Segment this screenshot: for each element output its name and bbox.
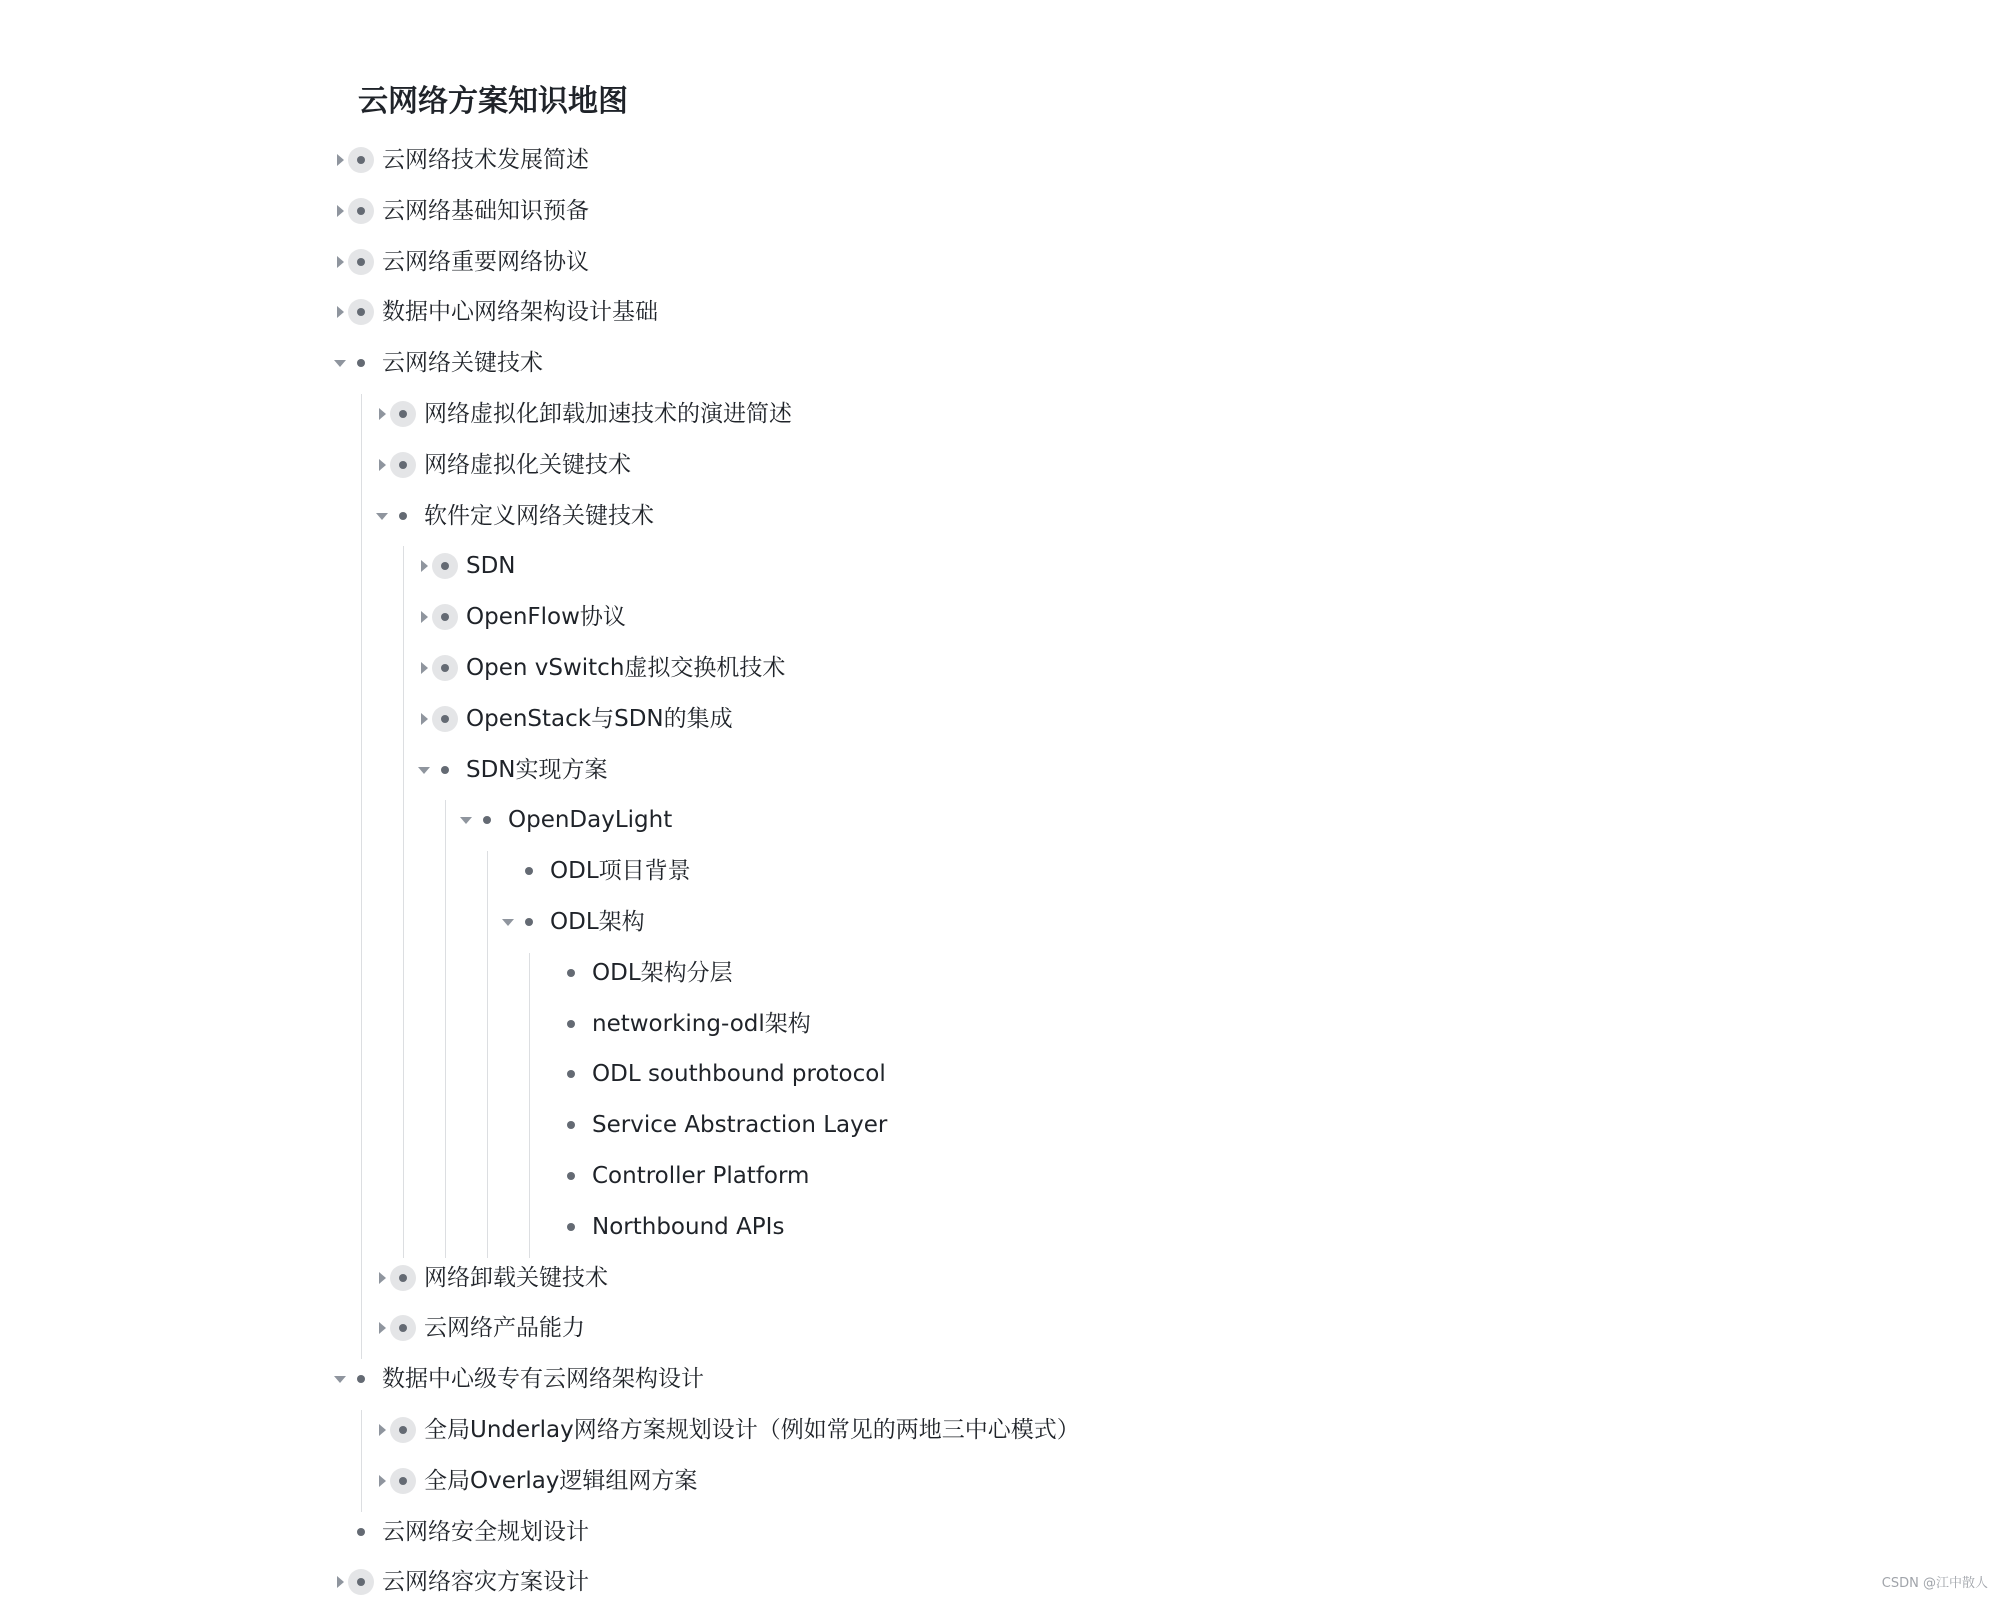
outline-item[interactable] <box>0 1004 2000 1044</box>
outline-item-label: 网络卸载关键技术 <box>424 1264 608 1291</box>
outline-item[interactable] <box>0 851 2000 891</box>
caret-right-icon[interactable] <box>372 1410 392 1450</box>
outline-item[interactable] <box>0 1258 2000 1298</box>
bullet-icon[interactable] <box>558 1163 584 1189</box>
collapsed-bullet-icon[interactable] <box>348 147 374 173</box>
outline-item[interactable] <box>0 191 2000 231</box>
outline-item-label: 云网络安全规划设计 <box>382 1518 589 1545</box>
caret-right-icon[interactable] <box>330 191 350 231</box>
outline-item[interactable] <box>0 597 2000 637</box>
caret-right-icon[interactable] <box>372 1308 392 1348</box>
caret-down-icon[interactable] <box>456 800 476 840</box>
caret-down-icon[interactable] <box>372 496 392 536</box>
outline-item[interactable] <box>0 1359 2000 1399</box>
outline-item-label: ODL架构 <box>550 909 645 935</box>
caret-right-icon[interactable] <box>372 1258 392 1298</box>
outline-item-label: OpenFlow协议 <box>466 604 626 631</box>
watermark: CSDN @江中散人 <box>1881 1576 1988 1591</box>
collapsed-bullet-icon[interactable] <box>432 604 458 630</box>
outline-item-label: Controller Platform <box>592 1163 810 1189</box>
caret-right-icon[interactable] <box>372 445 392 485</box>
bullet-icon[interactable] <box>432 757 458 783</box>
collapsed-bullet-icon[interactable] <box>390 452 416 478</box>
caret-right-icon[interactable] <box>414 648 434 688</box>
bullet-icon[interactable] <box>516 858 542 884</box>
outline-item[interactable] <box>0 1105 2000 1145</box>
outline-item-label: 软件定义网络关键技术 <box>424 502 654 529</box>
outline-item[interactable] <box>0 902 2000 942</box>
indent-guide-line <box>361 1410 362 1512</box>
outline-item-label: ODL southbound protocol <box>592 1061 886 1088</box>
outline-item-label: 数据中心网络架构设计基础 <box>382 299 658 326</box>
caret-right-icon[interactable] <box>330 1562 350 1602</box>
bullet-icon[interactable] <box>558 1112 584 1138</box>
outline-item-label: Open vSwitch虚拟交换机技术 <box>466 655 786 681</box>
outline-item-label: 云网络产品能力 <box>424 1315 585 1342</box>
collapsed-bullet-icon[interactable] <box>348 249 374 275</box>
outline-item[interactable] <box>0 1512 2000 1552</box>
outline-item[interactable] <box>0 750 2000 790</box>
outline-item-label: OpenStack与SDN的集成 <box>466 705 733 732</box>
collapsed-bullet-icon[interactable] <box>432 655 458 681</box>
outline-item-label: 云网络技术发展简述 <box>382 147 589 173</box>
outline-item[interactable] <box>0 953 2000 993</box>
caret-down-icon[interactable] <box>498 902 518 942</box>
collapsed-bullet-icon[interactable] <box>348 1569 374 1595</box>
outline-item[interactable] <box>0 1410 2000 1450</box>
bullet-icon[interactable] <box>516 909 542 935</box>
outline-item[interactable] <box>0 699 2000 739</box>
outline-item-label: SDN <box>466 553 516 580</box>
outline-item[interactable] <box>0 1461 2000 1501</box>
caret-right-icon[interactable] <box>414 546 434 586</box>
outline-item-label: 网络虚拟化卸载加速技术的演进简述 <box>424 401 792 427</box>
indent-guide-line <box>529 953 530 1258</box>
bullet-icon[interactable] <box>348 350 374 376</box>
caret-right-icon[interactable] <box>330 140 350 180</box>
outline-item-label: 全局Overlay逻辑组网方案 <box>424 1467 698 1494</box>
outline-item-label: networking-odl架构 <box>592 1010 811 1037</box>
bullet-icon[interactable] <box>348 1366 374 1392</box>
caret-right-icon[interactable] <box>372 1461 392 1501</box>
page-title: 云网络方案知识地图 <box>358 84 628 119</box>
bullet-icon[interactable] <box>348 1519 374 1545</box>
bullet-icon[interactable] <box>558 1214 584 1240</box>
outline-item[interactable] <box>0 1207 2000 1247</box>
outline-item[interactable] <box>0 242 2000 282</box>
outline-item[interactable] <box>0 343 2000 383</box>
indent-guide-line <box>361 394 362 1359</box>
outline-item-label: Northbound APIs <box>592 1213 785 1240</box>
outline-item[interactable] <box>0 546 2000 586</box>
outline-item[interactable] <box>0 1054 2000 1094</box>
outline-item-label: ODL项目背景 <box>550 858 691 885</box>
outline-item[interactable] <box>0 800 2000 840</box>
outline-item-label: SDN实现方案 <box>466 756 608 783</box>
outline-item-label: 数据中心级专有云网络架构设计 <box>382 1366 704 1393</box>
outline-item-label: 云网络关键技术 <box>382 350 543 377</box>
caret-right-icon[interactable] <box>372 394 392 434</box>
bullet-icon[interactable] <box>390 503 416 529</box>
bullet-icon[interactable] <box>558 1061 584 1087</box>
indent-guide-line <box>445 800 446 1257</box>
collapsed-bullet-icon[interactable] <box>390 401 416 427</box>
caret-down-icon[interactable] <box>330 343 350 383</box>
collapsed-bullet-icon[interactable] <box>432 706 458 732</box>
outline-item[interactable] <box>0 1156 2000 1196</box>
outline-item-label: OpenDayLight <box>508 807 673 834</box>
outline-item-label: ODL架构分层 <box>592 959 733 986</box>
indent-guide-line <box>487 851 488 1257</box>
outline-item-label: 全局Underlay网络方案规划设计（例如常见的两地三中心模式） <box>424 1417 1080 1443</box>
outline-item[interactable] <box>0 394 2000 434</box>
collapsed-bullet-icon[interactable] <box>348 299 374 325</box>
outline-item[interactable] <box>0 445 2000 485</box>
outline-item[interactable] <box>0 496 2000 536</box>
outline-item[interactable] <box>0 1308 2000 1348</box>
collapsed-bullet-icon[interactable] <box>390 1417 416 1443</box>
caret-right-icon[interactable] <box>330 292 350 332</box>
outline-item-label: 云网络重要网络协议 <box>382 248 589 275</box>
caret-down-icon[interactable] <box>414 750 434 790</box>
outline-item[interactable] <box>0 292 2000 332</box>
outline-item[interactable] <box>0 1562 2000 1602</box>
indent-guide-line <box>403 546 404 1257</box>
caret-right-icon[interactable] <box>330 242 350 282</box>
caret-down-icon[interactable] <box>330 1359 350 1399</box>
bullet-icon[interactable] <box>558 960 584 986</box>
caret-right-icon[interactable] <box>414 597 434 637</box>
bullet-icon[interactable] <box>558 1011 584 1037</box>
collapsed-bullet-icon[interactable] <box>390 1468 416 1494</box>
outline-item-label: 网络虚拟化关键技术 <box>424 451 631 478</box>
collapsed-bullet-icon[interactable] <box>348 198 374 224</box>
collapsed-bullet-icon[interactable] <box>390 1315 416 1341</box>
bullet-icon[interactable] <box>474 807 500 833</box>
outline-item[interactable] <box>0 140 2000 180</box>
collapsed-bullet-icon[interactable] <box>390 1265 416 1291</box>
outline-item[interactable] <box>0 648 2000 688</box>
collapsed-bullet-icon[interactable] <box>432 553 458 579</box>
caret-right-icon[interactable] <box>414 699 434 739</box>
outline-item-label: Service Abstraction Layer <box>592 1112 888 1139</box>
outline-item-label: 云网络容灾方案设计 <box>382 1569 589 1596</box>
outline-item-label: 云网络基础知识预备 <box>382 197 589 224</box>
